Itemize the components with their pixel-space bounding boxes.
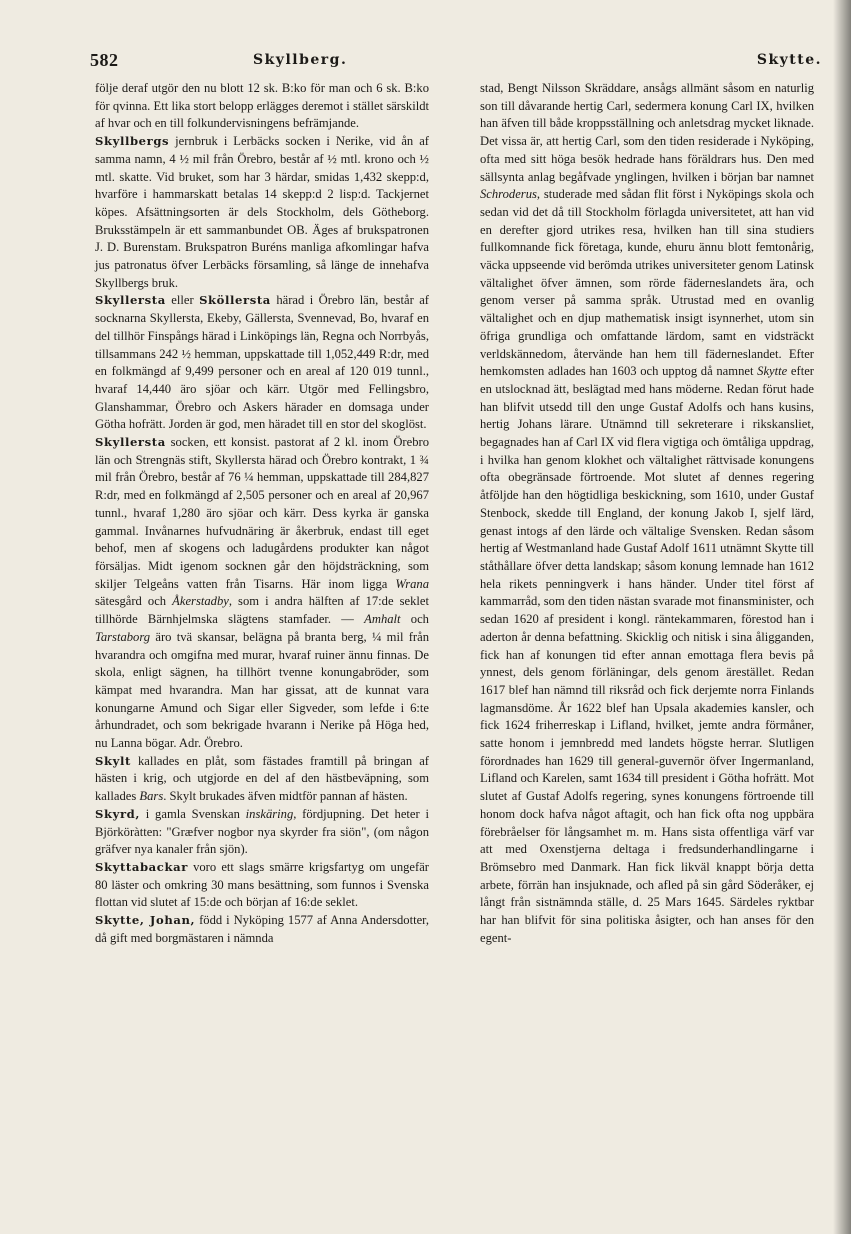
running-head-right: Skytte. xyxy=(756,52,822,68)
entry-skylt xyxy=(95,753,429,806)
headword: Skyrd, xyxy=(95,806,140,821)
headword: Skyllbergs xyxy=(95,134,170,149)
headword: Skyttabackar xyxy=(95,859,188,874)
entry-text: och xyxy=(400,612,429,627)
entry-text: jernbruk i Lerbäcks socken i Nerike, vid ån af samma namn, 4 ½ mil från Örebro, består af ½ mtl. krono och ½ mtl. skatte. Vid bruket, som har 3 härdar, smidas 1,432 skepp:d, hvarföre i hammarskatt betalas 14 skepp:d 2 lisp:d. Tackjernet köpes. Afsättningsorten är dels Stockholm, dels Götheborg. Bruksstämpeln är ett sammanbundet OB. Äges af brukspatronen J. D. Burenstam. Brukspatron Buréns manliga afkomlingar hafva jus patronatus öfver Lerbäcks församling, så länge de innehafva Skyllbergs bruk. xyxy=(95,134,429,290)
left-column xyxy=(95,80,429,947)
entry-text: äro tvä skansar, belägna på branta berg, ¼ mil från hvarandra och omgifna med murar, hvaraf ruiner ännu finnas. De skola, enligt sägnen, ha tillhört tvenne konungabröder, som kämpat med hvarandra. Man har gissat, att de kunnat vara konungarne Amund och Sigar eller Sigveder, som lefde i 6:te århundradet, och som bekrigade hvarann i Nerike på Höga hed, nu Lanna bögar. Adr. Örebro. xyxy=(95,629,429,751)
entry-skyllersta-harad xyxy=(95,292,429,434)
running-head-left: Skyllberg. xyxy=(253,52,348,68)
entry-text: härad i Örebro län, består af socknarna Skyllersta, Ekeby, Gällersta, Svennevad, Bo, hvaraf en del tillhör Finspångs härad i Linköpings län, Regna och Norrbyås, tillsammans 242 ½ hemman, uppskattade till 1,052,449 R:dr, med en folkmängd af 9,499 personer och en areal af 120 019 tunnl., hvaraf 14,440 äro sjöar och kärr. Utgör med Fellingsbro, Glanshammar, Örebro och Askers härader en domsaga under Götha hofrätt. Jorden är god, men häradet till en stor del skoglöst. xyxy=(95,293,429,432)
entry-skyrd xyxy=(95,806,429,859)
headword: Skyllersta xyxy=(95,293,166,308)
entry-text: , studerade med sådan flit först i Nyköpings skola och sedan vid det då till Stockholm förlagda universitetet, att han vid en derefter gjord utrikes resa, hvilken han till sina studiers fullkomnande fick företaga, kunde, ehuru ännu blott femtonårig, väcka uppseende vid berömda utrikes universiteter genom Latinsk vältalighet öfver ämnen, som rörde fäderneslandets ära, och genom verser på samma språk. Utrustad med en ovanlig vältalighet och en djup mathematisk insigt isynnerhet, utom sin öfriga grundliga och omfattande lärdom, samt en vidsträckt verldskännedom, återvände han hem till fäderneslandet. Efter hemkomsten adlades han 1603 och upptog då namnet xyxy=(480,187,814,379)
entry-text: , fördjupning. Det heter i Björköràtten: "Græfver nogbor nya skyrder fra siön", (om någon gräfver nya kanaler från sjön). xyxy=(95,806,429,857)
entry-text: född i Nyköping 1577 af Anna Andersdotter, då gift med borgmästaren i nämnda xyxy=(95,913,430,945)
entry-text: eller xyxy=(165,293,200,308)
entry-skyttabackar xyxy=(95,859,429,912)
italic-text: inskäring xyxy=(245,806,294,821)
headword: Skyllersta xyxy=(95,435,166,450)
entry-text: stad, Bengt Nilsson Skräddare, ansågs allmänt såsom en naturlig son till dåvarande hertig Carl, sedermera konung Carl IX, hvilken han äfven till både kroppsställning och anletsdrag mycket liknade. Det vissa är, att hertig Carl, som den tiden residerade i Nyköping, ofta med sitt höga besök hedrade hans föräldrars hus. Den med sällsynta anlag begåfvade ynglingen, hvilken i början bar namnet xyxy=(480,81,814,184)
entry-text: efter en utslocknad ätt, beslägtad med hans möderne. Redan förut hade han blifvit utsedd till den unge Gustaf Adolfs och hans kusins, hertig Johans lärare. Utnämnd till sekreterare i rikskansliet, begagnades han af Carl IX vid flera vigtiga och ömtåliga uppdrag, i hvilka han genom klokhet och vältalighet rättvisade konungens ofta obegränsade förtroende. Mot slutet af dennes regering åtföljde han den högtidliga beskickning, som 1610, under Gustaf Stenbock, skedde till England, der konung Jakob I, sjelf lärd, genast intogs af den lärde och vältalige Svensken. Redan såsom hertig af Westmanland hade Gustaf Adolf 1611 utnämnt Skytte till ståthållare öfver detta landskap; såsom konung lemnade han 1612 hela rikets penningverk i hans händer. Under titel först af kammarråd, som den tiden nästan svarade mot finansminister, och sedan 1620 af president i kongl. räntekammaren, förestod han i aderton år denna befattning. Skicklig och nitisk i sina åligganden, fick han af konungen tid efter annan emottaga flera bevis på ynnest, dels genom förläningar, dels genom ärestället. Redan 1617 blef han nämnd till riksråd och fick derjemte norra Finlands lagmansdöme. År 1622 blef han Upsala akademies kansler, och fick 1624 friherreskap i Lifland, hvilket, jemte andra förmåner, satte honom i jemnbredd med landets högste herrar. Slutligen förordnades han 1629 till general-guvernör öfver Ingermanland, Lifland och Karelen, samt 1634 till president i Götha hofrätt. Mot slutet af Gustaf Adolfs regering, synes konungens förtroende till honom dock hafva något aftagit, och han fick ofta nog uppbära förebråelser för långsamhet m. m. Hans sista offentliga värf var att med Oxenstjerna deltaga i fredsunderhandlingarne i Brömsebro med Danmark. Han fick likväl knappt börja detta arbete, förrän han insjuknade, och afled på sin gård Söderåker, ej långt från sistnämnda ställe, d. 25 Mars 1645. Särdeles ryktbar har han blifvit för sina politiska åsigter, och han anses för den egent- xyxy=(480,364,814,945)
entry-skyllbergs xyxy=(95,133,429,292)
entry-text: socken, ett konsist. pastorat af 2 kl. inom Örebro län och Strengnäs stift, Skyllersta härad och Örebro kontrakt, 1 ¾ mil från Örebro, består af 76 ¼ hemman, uppskattade till 284,827 R:dr, med en folkmängd af 2,505 personer och en areal af 20,967 tunnl., hvaraf 1,280 äro sjöar och kärr. Dess kyrka är ganska gammal. Invånarnes hufvudnäring är åkerbruk, endast till eget behof, men af skogens och ladugårdens produkter kan något försäljas. Midt igenom socknen går den höjdsträckning, som skiljer Telgeåns vatten från Tisarns. Här inom ligga xyxy=(95,435,429,591)
italic-text: Wrana xyxy=(395,576,429,591)
entry-text: . Skylt brukades äfven midtför pannan af hästen. xyxy=(163,789,408,804)
italic-text: Amhalt xyxy=(364,612,401,627)
page-edge-shadow xyxy=(833,0,851,1234)
entry-text: , som i andra hälften af 17:de seklet tillhörde Bärnhjelmska slägtens stamfader. — xyxy=(95,594,429,627)
right-column xyxy=(480,80,814,947)
entry-text: sätesgård och xyxy=(95,594,173,609)
entry-text: voro ett slags smärre krigsfartyg om ungefär 80 läster och omkring 30 mans besättning, som funnos i Svenska flottan vid slutet af 15:de och början af 16:de seklet. xyxy=(95,859,429,910)
paragraph-text: följe deraf utgör den nu blott 12 sk. B:ko för man och 6 sk. B:ko för qvinna. Ett lika stort belopp erlägges deremot i stället särskildt af hvar och en till folkundervisningens befrämjande. xyxy=(95,81,429,131)
entry-skyllersta-socken xyxy=(95,434,429,753)
paragraph xyxy=(95,80,429,133)
italic-text: Bars xyxy=(139,789,164,804)
entry-continuation xyxy=(480,80,814,947)
page-header xyxy=(90,50,822,74)
headword: Sköllersta xyxy=(199,293,271,308)
page-number: 582 xyxy=(90,50,119,70)
italic-text: Åkerstadby xyxy=(172,594,229,609)
entry-skytte-johan xyxy=(95,912,429,947)
headword: Skytte, Johan, xyxy=(95,913,196,928)
headword: Skylt xyxy=(95,753,131,768)
italic-text: Skytte xyxy=(757,364,788,379)
entry-text: i gamla Svenskan xyxy=(140,806,246,821)
italic-text: Tarstaborg xyxy=(95,629,151,644)
entry-text: kallades en plåt, som fästades framtill på bringan af hästen i krig, och utgjorde en del af den hästbeväpning, som kallades xyxy=(95,753,429,804)
italic-text: Schroderus xyxy=(480,187,537,202)
